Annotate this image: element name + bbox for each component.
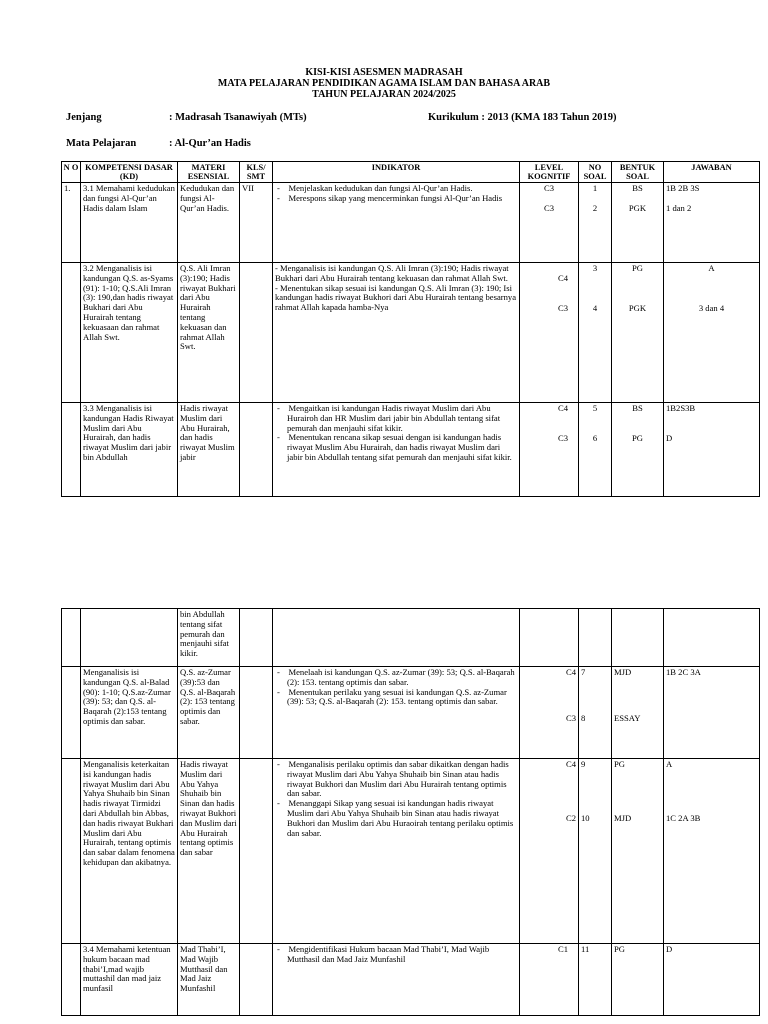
- no-soal-cell: 9 10: [579, 759, 612, 944]
- no-soal-cell: 5 6: [579, 403, 612, 497]
- level-cell: C4 C2: [520, 759, 579, 944]
- indikator-item: - Menanggapi Sikap yang sesuai isi kandungan hadis riwayat Muslim dari Abu Yahya Shuhaib bin Sinan atau hadis riwayat Bukhori dan Muslim dari Abu Huraoirah tentang perilaku optimis dan sabar.: [277, 798, 514, 838]
- level-cell: C1: [520, 944, 579, 1016]
- indikator-cell: [273, 403, 520, 497]
- no-soal-cell: 1 2: [579, 183, 612, 263]
- kd-cell: Menganalisis keterkaitan isi kandungan hadis riwayat Muslim dari Abu Yahya Shuhaib bin Sinan hadis riwayat Tirmidzi dari Abdullah bin Abbas, dan hadis riwayat Bukhari Muslim dari Abu Hurairah, tentang optimis dan sabar dalam fenomena kehidupan dan akibatnya.: [81, 759, 178, 944]
- table-row: [62, 609, 760, 667]
- academic-year: TAHUN PELAJARAN 2024/2025: [312, 89, 456, 100]
- header-kd: KOMPETENSI DASAR (KD): [81, 162, 178, 183]
- level-cell: C4 C3: [520, 667, 579, 759]
- indikator-item: - Mengaitkan isi kandungan Hadis riwayat Muslim dari Abu Hurairoh dan HR Muslim dari jabir bin Abdullah tentang sifat pemurah dan menjauhi sifat kikir.: [277, 403, 501, 433]
- bentuk-cell: BS PGK: [612, 183, 664, 263]
- bentuk-cell: PG: [612, 944, 664, 1016]
- no-soal-cell: 3 4: [579, 263, 612, 403]
- jenjang-value: : Madrasah Tsanawiyah (MTs): [169, 112, 307, 123]
- indikator-cell: [273, 263, 520, 403]
- jawaban-cell: A 1C 2A 3B: [664, 759, 760, 944]
- level-cell: C4 C3: [520, 263, 579, 403]
- kd-cell: 3.2 Menganalisis isi kandungan Q.S. as-Syams (91): 1-10; Q.S.Ali Imran (3): 190,dan hadis riwayat Bukhari dari Abu Hurairah tentang kekuasaan dan rahmat Allah Swt.: [81, 263, 178, 403]
- document-title: KISI-KISI ASESMEN MADRASAH: [305, 67, 463, 78]
- materi-cell: bin Abdullah tentang sifat pemurah dan menjauhi sifat kikir.: [178, 609, 240, 667]
- indikator-item: - Menganalisis perilaku optimis dan sabar dikaitkan dengan hadis riwayat Muslim dari Abu Yahya Shuhaib bin Sinan atau hadis riwayat Bukhori dan Muslim dari Abu Hurairah tentang optimis dan sabar.: [277, 759, 509, 799]
- table-header-row: [62, 162, 760, 183]
- header-bentuk: BENTUK SOAL: [612, 162, 664, 183]
- kls-cell: VII: [240, 183, 273, 263]
- header-jawaban: JAWABAN: [664, 162, 760, 183]
- jawaban-cell: 1B 2C 3A: [664, 667, 760, 759]
- kd-cell: 3.3 Menganalisis isi kandungan Hadis Riwayat Muslim dari Abu Hurairah, dan hadis riwayat Muslim dari jabir bin Abdullah: [81, 403, 178, 497]
- indikator-item: - Menelaah isi kandungan Q.S. az-Zumar (39): 53; Q.S. al-Baqarah (2): 153. tentang optimis dan sabar.: [277, 667, 515, 687]
- table-row: [62, 183, 760, 263]
- no-soal-cell: 7 8: [579, 667, 612, 759]
- jenjang-label: Jenjang: [66, 112, 102, 123]
- indikator-cell: [273, 667, 520, 759]
- indikator-item: - Menjelaskan kedudukan dan fungsi Al-Qur’an Hadis.: [277, 183, 473, 193]
- bentuk-cell: PG PGK: [612, 263, 664, 403]
- kd-cell: 3.4 Memahami ketentuan hukum bacaan mad thabi’I,mad wajib muttashil dan mad jaiz munfasil: [81, 944, 178, 1016]
- mapel-label: Mata Pelajaran: [66, 138, 137, 149]
- header-no-soal: NO SOAL: [579, 162, 612, 183]
- header-no: N O: [62, 162, 81, 183]
- indikator-cell: [273, 183, 520, 263]
- kd-cell: Menganalisis isi kandungan Q.S. al-Balad (90): 1-10; Q.S.az-Zumar (39): 53; dan Q.S. al-Baqarah (2):153 tentang optimis dan sabar.: [81, 667, 178, 759]
- indikator-item: - Menentukan sikap sesuai isi kandungan Q.S. Ali Imran (3): 190; Isi kandungan hadis riwayat Bukhori dari Abu Hurairah tentang besarnya rahmat Allah kapada hamba-Nya: [275, 282, 517, 313]
- row-number: 1.: [62, 183, 81, 263]
- bentuk-cell: PG MJD: [612, 759, 664, 944]
- jawaban-cell: A 3 dan 4: [664, 263, 760, 403]
- header-materi: MATERI ESENSIAL: [178, 162, 240, 183]
- materi-cell: Q.S. Ali Imran (3):190; Hadis riwayat Bukhari dari Abu Hurairah tentang kekuasan dan rahmat Allah Swt.: [178, 263, 240, 403]
- indikator-cell: [273, 944, 520, 1016]
- table-row: [62, 667, 760, 759]
- indikator-cell: [273, 759, 520, 944]
- jawaban-cell: 1B2S3B D: [664, 403, 760, 497]
- kisi-kisi-table-page2: [61, 608, 760, 1016]
- table-row: [62, 944, 760, 1016]
- materi-cell: Hadis riwayat Muslim dari Abu Yahya Shuhaib bin Sinan dan hadis riwayat Bukhori dan Muslim dari Abu Hurairah tentang optimis dan sabar: [178, 759, 240, 944]
- header-level: LEVEL KOGNITIF: [520, 162, 579, 183]
- materi-cell: Q.S. az-Zumar (39):53 dan Q.S. al-Baqarah (2): 153 tentang optimis dan sabar.: [178, 667, 240, 759]
- indikator-item: - Menganalisis isi kandungan Q.S. Ali Imran (3):190; Hadis riwayat Bukhari dari Abu Hurairah tentang kekuasan dan rahmat Allah Swt.: [275, 263, 509, 283]
- materi-cell: Kedudukan dan fungsi Al-Qur’an Hadis.: [178, 183, 240, 263]
- materi-cell: Hadis riwayat Muslim dari Abu Hurairah, dan hadis riwayat Muslim jabir: [178, 403, 240, 497]
- header-indikator: INDIKATOR: [273, 162, 520, 183]
- bentuk-cell: BS PG: [612, 403, 664, 497]
- kurikulum: Kurikulum : 2013 (KMA 183 Tahun 2019): [428, 112, 617, 123]
- level-cell: C3 C3: [520, 183, 579, 263]
- materi-cell: Mad Thabi’I, Mad Wajib Mutthasil dan Mad Jaiz Munfashil: [178, 944, 240, 1016]
- header-kls: KLS/ SMT: [240, 162, 273, 183]
- table-row: [62, 759, 760, 944]
- bentuk-cell: MJD ESSAY: [612, 667, 664, 759]
- no-soal-cell: 11: [579, 944, 612, 1016]
- level-cell: C4 C3: [520, 403, 579, 497]
- jawaban-cell: D: [664, 944, 760, 1016]
- indikator-item: - Mengidentifikasi Hukum bacaan Mad Thabi’I, Mad Wajib Mutthasil dan Mad Jaiz Munfashil: [277, 944, 490, 964]
- table-row: [62, 263, 760, 403]
- document-subtitle: MATA PELAJARAN PENDIDIKAN AGAMA ISLAM DAN BAHASA ARAB: [217, 78, 551, 89]
- indikator-item: - Merespons sikap yang mencerminkan fungsi Al-Qur’an Hadis: [277, 192, 503, 203]
- table-row: [62, 403, 760, 497]
- indikator-item: - Menentukan rencana sikap sesuai dengan isi kandungan hadis riwayat Muslim Abu Hurairah, dan hadis riwayat Muslim dari jabir bin Abdullah tentang sifat pemurah dan menjauhi sifat kikir.: [277, 432, 512, 462]
- indikator-item: - Menentukan perilaku yang sesuai isi kandungan Q.S. az-Zumar (39): 53; Q.S. al-Baqarah (2): 153. tentang optimis dan sabar.: [277, 686, 507, 707]
- mapel-value: : Al-Qur’an Hadis: [169, 138, 251, 149]
- kisi-kisi-table-page1: [61, 161, 760, 497]
- kd-cell: 3.1 Memahami kedudukan dan fungsi Al-Qur’an Hadis dalam Islam: [81, 183, 178, 263]
- jawaban-cell: 1B 2B 3S 1 dan 2: [664, 183, 760, 263]
